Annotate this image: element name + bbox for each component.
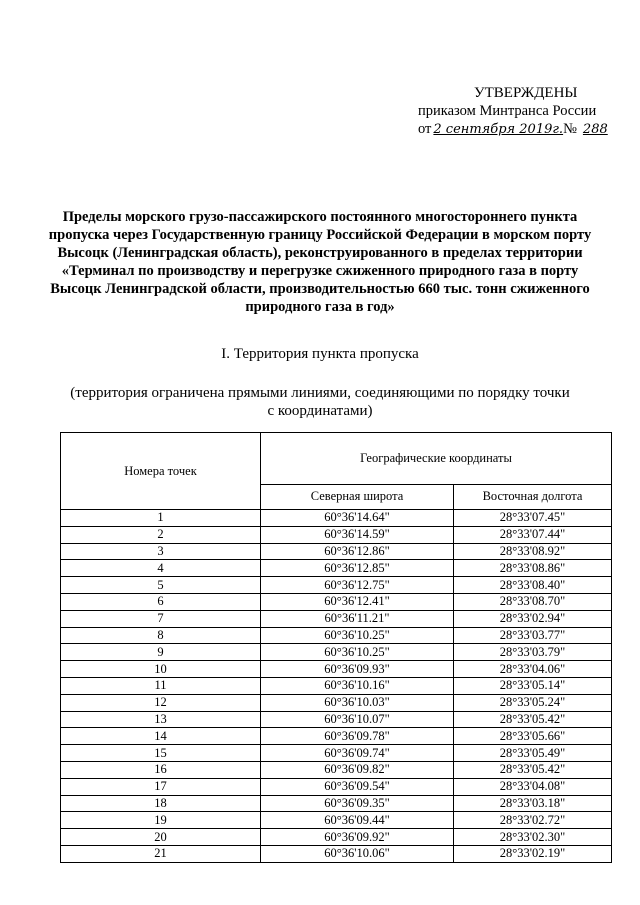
- table-row: [61, 711, 612, 728]
- latitude-cell: 60°36'09.35": [261, 795, 454, 812]
- section-title: I. Территория пункта пропуска: [221, 346, 419, 362]
- longitude-cell: 28°33'05.42": [454, 711, 612, 728]
- table-row: [61, 627, 612, 644]
- latitude-cell: 60°36'10.03": [261, 694, 454, 711]
- point-number-cell: 20: [61, 829, 261, 846]
- table-row: [61, 694, 612, 711]
- longitude-cell: 28°33'08.70": [454, 593, 612, 610]
- longitude-cell: 28°33'04.08": [454, 778, 612, 795]
- latitude-cell: 60°36'11.21": [261, 610, 454, 627]
- point-number-cell: 6: [61, 593, 261, 610]
- coordinates-table: [60, 432, 612, 863]
- point-number-cell: 11: [61, 677, 261, 694]
- point-number-cell: 9: [61, 644, 261, 661]
- point-number-cell: 8: [61, 627, 261, 644]
- latitude-cell: 60°36'12.85": [261, 560, 454, 577]
- point-number-cell: 14: [61, 728, 261, 745]
- date-prefix: от: [418, 121, 432, 137]
- longitude-cell: 28°33'08.92": [454, 543, 612, 560]
- point-number-cell: 3: [61, 543, 261, 560]
- document-title: Пределы морского грузо-пассажирского постоянного многостороннего пункта пропуска через Государственную границу Российской Федерации в морском порту Высоцк (Ленинградская область), реконструированного в пределах территории «Терминал по производству и перегрузке сжиженного природного газа в порту Высоцк Ленинградской области, производительностью 660 тыс. тонн сжиженного природного газа в год»: [48, 209, 592, 315]
- header-points: Номера точек: [61, 433, 261, 510]
- point-number-cell: 16: [61, 761, 261, 778]
- table-row: [61, 644, 612, 661]
- longitude-cell: 28°33'03.18": [454, 795, 612, 812]
- table-row: [61, 510, 612, 527]
- point-number-cell: 1: [61, 510, 261, 527]
- table-row: [61, 761, 612, 778]
- point-number-cell: 4: [61, 560, 261, 577]
- table-row: [61, 543, 612, 560]
- table-row: [61, 728, 612, 745]
- number-prefix: №: [563, 121, 577, 137]
- point-number-cell: 21: [61, 845, 261, 862]
- table-row: [61, 795, 612, 812]
- longitude-cell: 28°33'05.24": [454, 694, 612, 711]
- header-lon: Восточная долгота: [454, 484, 612, 509]
- longitude-cell: 28°33'07.44": [454, 526, 612, 543]
- approval-order-by: приказом Минтранса России: [418, 103, 597, 119]
- header-geo: Географические координаты: [261, 433, 612, 485]
- table-row: [61, 661, 612, 678]
- latitude-cell: 60°36'10.06": [261, 845, 454, 862]
- table-row: [61, 677, 612, 694]
- table-row: [61, 610, 612, 627]
- latitude-cell: 60°36'12.41": [261, 593, 454, 610]
- latitude-cell: 60°36'09.82": [261, 761, 454, 778]
- point-number-cell: 10: [61, 661, 261, 678]
- point-number-cell: 18: [61, 795, 261, 812]
- header-lat: Северная широта: [261, 484, 454, 509]
- latitude-cell: 60°36'09.44": [261, 812, 454, 829]
- table-row: [61, 845, 612, 862]
- approval-date-number: [418, 120, 618, 139]
- longitude-cell: 28°33'02.30": [454, 829, 612, 846]
- table-row: [61, 778, 612, 795]
- approval-block: [418, 84, 618, 139]
- latitude-cell: 60°36'09.54": [261, 778, 454, 795]
- latitude-cell: 60°36'12.86": [261, 543, 454, 560]
- longitude-cell: 28°33'08.40": [454, 577, 612, 594]
- latitude-cell: 60°36'09.92": [261, 829, 454, 846]
- point-number-cell: 12: [61, 694, 261, 711]
- coordinates-body: [61, 510, 612, 863]
- handwritten-date: 2 сентября 2019г.: [433, 122, 564, 137]
- table-row: [61, 745, 612, 762]
- latitude-cell: 60°36'10.07": [261, 711, 454, 728]
- longitude-cell: 28°33'07.45": [454, 510, 612, 527]
- longitude-cell: 28°33'02.94": [454, 610, 612, 627]
- latitude-cell: 60°36'09.74": [261, 745, 454, 762]
- longitude-cell: 28°33'03.79": [454, 644, 612, 661]
- point-number-cell: 17: [61, 778, 261, 795]
- point-number-cell: 5: [61, 577, 261, 594]
- table-row: [61, 812, 612, 829]
- latitude-cell: 60°36'14.59": [261, 526, 454, 543]
- section-note: (территория ограничена прямыми линиями, соединяющими по порядку точки с координатами): [70, 385, 570, 419]
- longitude-cell: 28°33'05.66": [454, 728, 612, 745]
- table-row: [61, 526, 612, 543]
- point-number-cell: 19: [61, 812, 261, 829]
- latitude-cell: 60°36'10.25": [261, 644, 454, 661]
- longitude-cell: 28°33'04.06": [454, 661, 612, 678]
- longitude-cell: 28°33'02.72": [454, 812, 612, 829]
- table-row: [61, 593, 612, 610]
- point-number-cell: 7: [61, 610, 261, 627]
- longitude-cell: 28°33'05.49": [454, 745, 612, 762]
- longitude-cell: 28°33'08.86": [454, 560, 612, 577]
- latitude-cell: 60°36'09.78": [261, 728, 454, 745]
- approval-title: УТВЕРЖДЕНЫ: [474, 85, 578, 101]
- handwritten-number: 288: [582, 122, 608, 137]
- longitude-cell: 28°33'03.77": [454, 627, 612, 644]
- longitude-cell: 28°33'05.14": [454, 677, 612, 694]
- latitude-cell: 60°36'12.75": [261, 577, 454, 594]
- latitude-cell: 60°36'10.16": [261, 677, 454, 694]
- latitude-cell: 60°36'10.25": [261, 627, 454, 644]
- point-number-cell: 15: [61, 745, 261, 762]
- table-row: [61, 560, 612, 577]
- latitude-cell: 60°36'09.93": [261, 661, 454, 678]
- longitude-cell: 28°33'05.42": [454, 761, 612, 778]
- table-row: [61, 577, 612, 594]
- table-row: [61, 829, 612, 846]
- latitude-cell: 60°36'14.64": [261, 510, 454, 527]
- longitude-cell: 28°33'02.19": [454, 845, 612, 862]
- point-number-cell: 2: [61, 526, 261, 543]
- point-number-cell: 13: [61, 711, 261, 728]
